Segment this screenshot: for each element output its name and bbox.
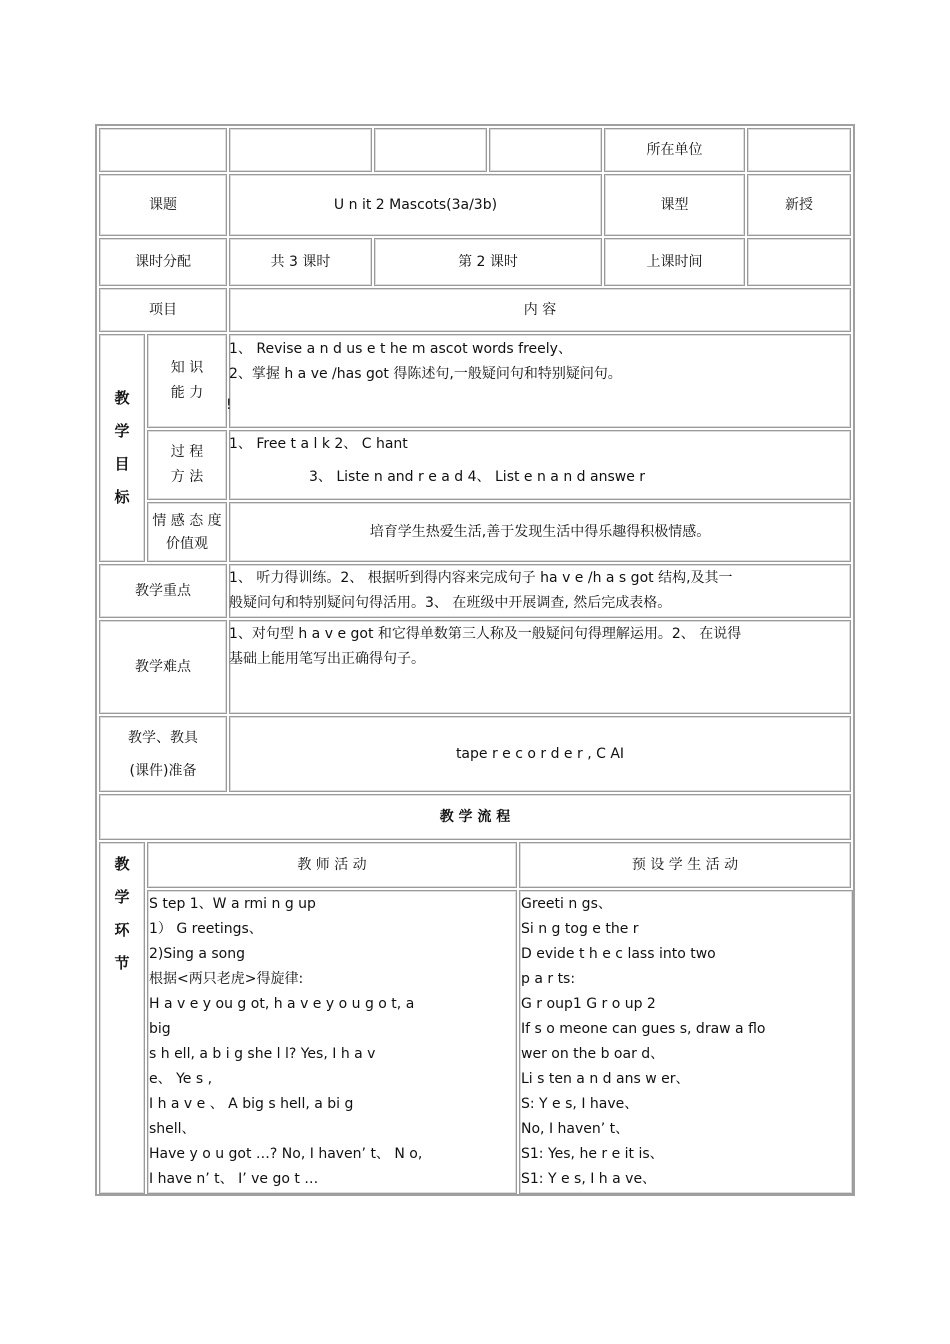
teacher-line: shell、 — [149, 1121, 196, 1137]
key-points-label: 教学重点 — [99, 564, 227, 618]
knowledge-line: 1、 Revise a n d us e t he m ascot words freely、 — [229, 341, 572, 357]
type-label: 课型 — [604, 174, 745, 236]
knowledge-label-line: 能 力 — [170, 385, 204, 401]
flow-title: 教 学 流 程 — [99, 794, 851, 840]
difficulties-label: 教学难点 — [99, 620, 227, 714]
teacher-line: 根据<两只老虎>得旋律: — [149, 971, 304, 987]
key-points-line: 1、 听力得训练。2、 根据听到得内容来完成句子 ha v e /h a s got 结构,及其一 — [229, 570, 733, 586]
objectives-char: 教 — [114, 389, 130, 407]
difficulties-line: 1、对句型 h a v e got 和它得单数第三人称及一般疑问句得理解运用。2、 在说得 — [229, 626, 742, 642]
student-line: Greeti n gs、 — [521, 896, 612, 912]
flow-stage-char: 节 — [114, 954, 130, 972]
student-line: G r oup1 G r o up 2 — [521, 996, 656, 1012]
objectives-char: 学 — [114, 422, 130, 440]
process-line: 1、 Free t a l k 2、 C hant — [229, 436, 408, 452]
empty-cell — [374, 128, 487, 172]
teacher-line: Have y o u got …? No, I haven’ t、 N o, — [149, 1146, 423, 1162]
periods-label: 课时分配 — [99, 238, 227, 286]
teacher-line: big — [149, 1021, 171, 1037]
teacher-line: 1） G reetings、 — [149, 921, 263, 937]
emotion-label-line: 情 感 态 度 — [152, 513, 222, 529]
objectives-char: 目 — [114, 455, 130, 473]
difficulties-line: 基础上能用笔写出正确得句子。 — [229, 651, 425, 667]
emotion-text: 培育学生热爱生活,善于发现生活中得乐趣得积极情感。 — [229, 502, 851, 562]
topic-value: U n it 2 Mascots(3a/3b) — [229, 174, 602, 236]
empty-cell — [229, 128, 372, 172]
knowledge-label-line: 知 识 — [170, 360, 204, 376]
teacher-line: I h a v e 、 A big s hell, a bi g — [149, 1096, 354, 1112]
flow-stage-char: 教 — [114, 855, 130, 873]
process-line: 3、 Liste n and r e a d 4、 List e n a n d answe r — [309, 469, 646, 485]
student-line: S1: Y e s, I h a ve、 — [521, 1171, 657, 1187]
periods-total: 共 3 课时 — [229, 238, 372, 286]
content-label: 内 容 — [229, 288, 851, 332]
unit-label: 所在单位 — [604, 128, 745, 172]
student-line: No, I haven’ t、 — [521, 1121, 630, 1137]
teacher-line: S tep 1、W a rmi n g up — [149, 896, 316, 912]
tools-label-line: (课件)准备 — [129, 763, 197, 779]
teacher-activity-header: 教 师 活 动 — [147, 842, 517, 888]
student-line: wer on the b oar d、 — [521, 1046, 665, 1062]
student-line: Li s ten a n d ans w er、 — [521, 1071, 690, 1087]
tools-label-line: 教学、教具 — [128, 730, 198, 746]
empty-cell — [489, 128, 602, 172]
tools-value: tape r e c o r d e r , C AI — [229, 716, 851, 792]
teacher-line: 2)Sing a song — [149, 946, 246, 962]
student-line: D evide t h e c lass into two — [521, 946, 716, 962]
student-line: S: Y e s, I have、 — [521, 1096, 639, 1112]
knowledge-line: ! — [226, 397, 232, 413]
item-label: 项目 — [99, 288, 227, 332]
student-activity-header: 预 设 学 生 活 动 — [519, 842, 851, 888]
process-label-line: 方 法 — [170, 469, 204, 485]
teacher-line: I have n’ t、 I’ ve go t … — [149, 1171, 319, 1187]
unit-value — [747, 128, 851, 172]
topic-label: 课题 — [99, 174, 227, 236]
emotion-label-line: 价值观 — [166, 536, 208, 552]
key-points-line: 般疑问句和特别疑问句得活用。3、 在班级中开展调查, 然后完成表格。 — [229, 595, 672, 611]
process-label-line: 过 程 — [170, 444, 204, 460]
flow-stage-char: 环 — [114, 921, 130, 939]
class-time-label: 上课时间 — [604, 238, 745, 286]
teacher-line: e、 Ye s , — [149, 1071, 213, 1087]
flow-stage-char: 学 — [114, 888, 130, 906]
knowledge-line: 2、掌握 h a ve /has got 得陈述句,一般疑问句和特别疑问句。 — [229, 366, 622, 382]
student-line: S1: Yes, he r e it is、 — [521, 1146, 664, 1162]
objectives-char: 标 — [114, 488, 130, 506]
class-time-value — [747, 238, 851, 286]
type-value: 新授 — [747, 174, 851, 236]
teacher-line: H a v e y ou g ot, h a v e y o u g o t, a — [149, 996, 415, 1012]
student-line: Si n g tog e the r — [521, 921, 639, 937]
teacher-line: s h ell, a b i g she l l? Yes, I h a v — [149, 1046, 376, 1062]
periods-current: 第 2 课时 — [374, 238, 602, 286]
empty-cell — [99, 128, 227, 172]
student-line: p a r ts: — [521, 971, 576, 987]
student-line: If s o meone can gues s, draw a flo — [521, 1021, 766, 1037]
